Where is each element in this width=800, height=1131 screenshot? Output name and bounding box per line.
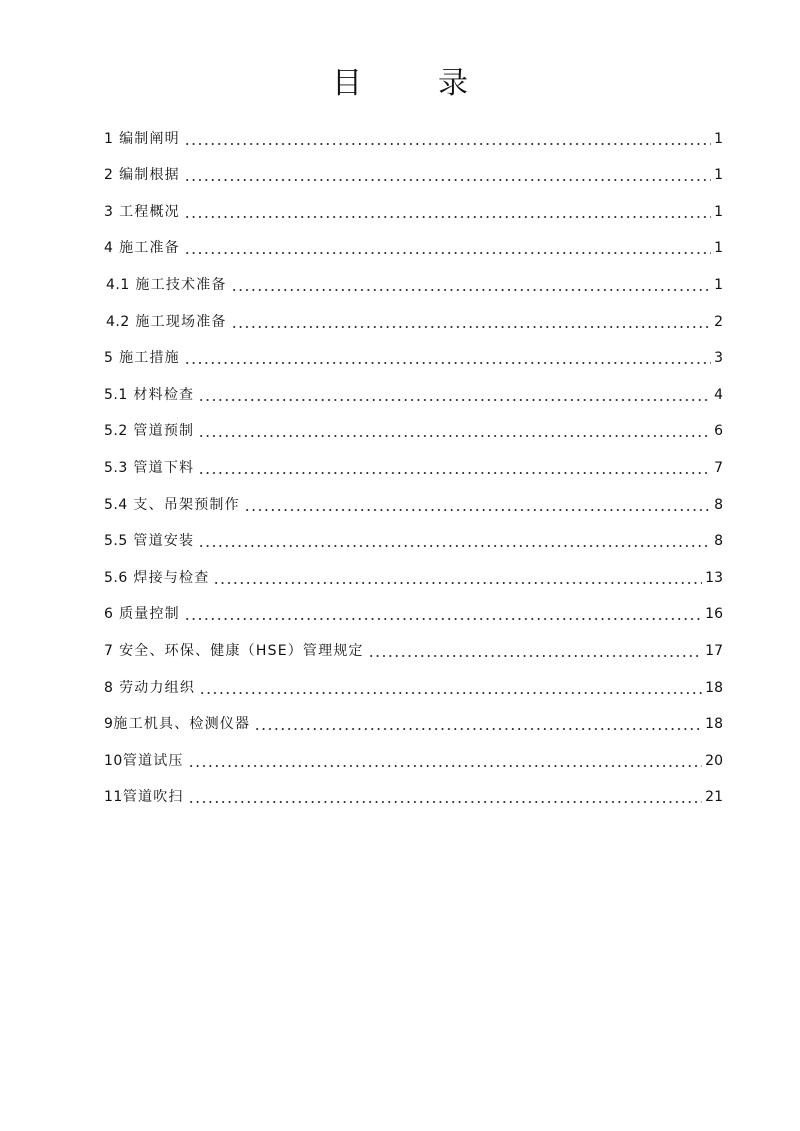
toc-entry-number: 5.2 xyxy=(104,423,128,440)
toc-entry-text: 材料检查 xyxy=(133,386,195,403)
toc-entry-5[interactable] xyxy=(104,332,723,369)
toc-entry-4[interactable] xyxy=(104,222,723,259)
toc-entry-page: 2 xyxy=(714,313,723,330)
toc-entry-5-6[interactable] xyxy=(104,551,723,588)
toc-leader-dots xyxy=(184,179,711,181)
toc-entry-number: 1 xyxy=(104,130,114,147)
toc-entry-text: 施工措施 xyxy=(119,350,180,367)
toc-leader-dots xyxy=(213,582,702,584)
title-char-right: 录 xyxy=(438,66,468,101)
toc-leader-dots xyxy=(231,289,711,291)
toc-entry-text: 施工现场准备 xyxy=(135,313,227,330)
toc-entry-number: 6 xyxy=(104,606,114,623)
toc-leader-dots xyxy=(244,509,711,511)
toc-leader-dots xyxy=(184,216,711,218)
toc-leader-dots xyxy=(198,472,711,474)
toc-entry-number: 5.5 xyxy=(104,533,128,550)
toc-entry-number: 10 xyxy=(104,752,123,769)
toc-entry-text: 施工技术准备 xyxy=(135,276,227,293)
toc-entry-text: 施工准备 xyxy=(119,240,180,257)
toc-entry-number: 5.1 xyxy=(104,386,128,403)
toc-entry-text: 质量控制 xyxy=(119,606,180,623)
toc-entry-number: 5 xyxy=(104,350,114,367)
toc-entry-page: 1 xyxy=(714,276,723,293)
toc-entry-page: 13 xyxy=(705,569,723,586)
toc-entry-4-1[interactable] xyxy=(104,258,723,295)
toc-entry-page: 1 xyxy=(714,167,723,184)
toc-entry-number: 5.6 xyxy=(104,569,128,586)
toc-entry-number: 7 xyxy=(104,642,114,659)
toc-leader-dots xyxy=(188,801,703,803)
toc-entry-text: 管道预制 xyxy=(133,423,195,440)
table-of-contents xyxy=(104,112,723,807)
title-char-left: 目 xyxy=(332,66,362,101)
toc-leader-dots xyxy=(368,655,702,657)
toc-entry-3[interactable] xyxy=(104,185,723,222)
toc-entry-page: 8 xyxy=(714,533,723,550)
toc-entry-7[interactable] xyxy=(104,624,723,661)
toc-entry-number: 8 xyxy=(104,679,114,696)
toc-entry-11[interactable] xyxy=(104,771,723,808)
toc-entry-text: 管道吹扫 xyxy=(122,789,184,806)
toc-leader-dots xyxy=(184,618,702,620)
toc-leader-dots xyxy=(199,692,702,694)
toc-entry-page: 18 xyxy=(705,716,723,733)
toc-leader-dots xyxy=(188,765,703,767)
toc-entry-page: 6 xyxy=(714,423,723,440)
toc-entry-5-2[interactable] xyxy=(104,405,723,442)
toc-entry-number: 9 xyxy=(104,716,114,733)
toc-entry-9[interactable] xyxy=(104,698,723,735)
toc-leader-dots xyxy=(198,545,711,547)
toc-entry-text: 施工机具、检测仪器 xyxy=(113,716,251,733)
toc-entry-number: 11 xyxy=(104,789,123,806)
toc-entry-page: 7 xyxy=(714,459,723,476)
toc-entry-5-1[interactable] xyxy=(104,368,723,405)
toc-entry-6[interactable] xyxy=(104,588,723,625)
toc-leader-dots xyxy=(198,435,711,437)
toc-entry-number: 2 xyxy=(104,167,114,184)
toc-entry-page: 18 xyxy=(705,679,723,696)
toc-entry-5-4[interactable] xyxy=(104,478,723,515)
toc-leader-dots xyxy=(184,252,711,254)
toc-entry-2[interactable] xyxy=(104,149,723,186)
toc-entry-text: 劳动力组织 xyxy=(119,679,196,696)
toc-entry-page: 20 xyxy=(705,752,723,769)
toc-entry-page: 17 xyxy=(705,642,723,659)
toc-entry-text: 编制根据 xyxy=(119,167,180,184)
toc-entry-8[interactable] xyxy=(104,661,723,698)
toc-entry-page: 16 xyxy=(705,606,723,623)
toc-entry-1[interactable] xyxy=(104,112,723,149)
toc-entry-text: 管道安装 xyxy=(133,533,195,550)
toc-entry-text: 焊接与检查 xyxy=(133,569,210,586)
toc-entry-page: 21 xyxy=(705,789,723,806)
toc-entry-number: 5.3 xyxy=(104,459,128,476)
page-title xyxy=(0,64,800,104)
toc-entry-5-5[interactable] xyxy=(104,515,723,552)
toc-leader-dots xyxy=(184,362,711,364)
toc-entry-5-3[interactable] xyxy=(104,441,723,478)
toc-entry-page: 1 xyxy=(714,203,723,220)
toc-entry-text: 管道下料 xyxy=(133,459,195,476)
toc-leader-dots xyxy=(198,399,711,401)
toc-entry-text: 工程概况 xyxy=(119,203,180,220)
toc-entry-page: 8 xyxy=(714,496,723,513)
toc-entry-page: 1 xyxy=(714,240,723,257)
toc-entry-text: 支、吊架预制作 xyxy=(133,496,240,513)
toc-entry-number: 4.2 xyxy=(106,313,130,330)
toc-leader-dots xyxy=(254,728,702,730)
toc-entry-number: 3 xyxy=(104,203,114,220)
toc-entry-text: 管道试压 xyxy=(122,752,184,769)
toc-entry-text: 编制阐明 xyxy=(119,130,180,147)
toc-entry-page: 4 xyxy=(714,386,723,403)
toc-entry-page: 3 xyxy=(714,350,723,367)
toc-entry-number: 4.1 xyxy=(106,276,130,293)
toc-entry-10[interactable] xyxy=(104,734,723,771)
toc-leader-dots xyxy=(184,143,711,145)
toc-entry-page: 1 xyxy=(714,130,723,147)
toc-entry-text: 安全、环保、健康（HSE）管理规定 xyxy=(119,642,364,659)
toc-entry-number: 5.4 xyxy=(104,496,128,513)
toc-entry-number: 4 xyxy=(104,240,114,257)
toc-leader-dots xyxy=(231,326,711,328)
toc-entry-4-2[interactable] xyxy=(104,295,723,332)
